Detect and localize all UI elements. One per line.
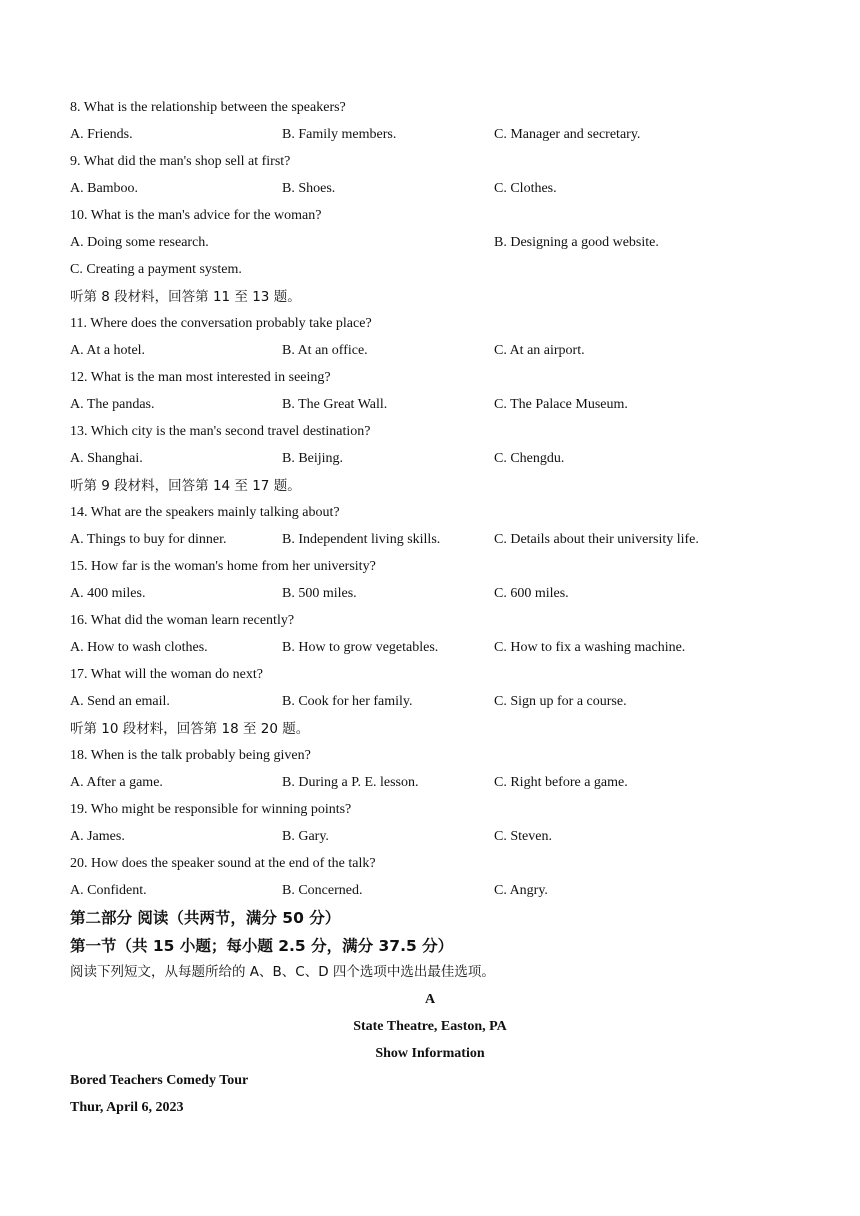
option-19a: A. James. xyxy=(70,829,125,844)
option-10a: A. Doing some research. xyxy=(70,235,209,250)
option-14b: B. Independent living skills. xyxy=(282,532,441,547)
question-11: 11. Where does the conversation probably take place? xyxy=(70,316,372,331)
option-8c: C. Manager and secretary. xyxy=(494,127,641,142)
option-20a: A. Confident. xyxy=(70,883,147,898)
listening-instruction-8: 听第 8 段材料，回答第 11 至 13 题。 xyxy=(70,289,301,305)
passage-letter: A xyxy=(424,992,436,1007)
question-15: 15. How far is the woman's home from her university? xyxy=(70,559,376,574)
question-12: 12. What is the man most interested in seeing? xyxy=(70,370,331,385)
reading-instruction: 阅读下列短文，从每题所给的 A、B、C、D 四个选项中选出最佳选项。 xyxy=(70,964,495,980)
option-16a: A. How to wash clothes. xyxy=(70,640,208,655)
option-11c: C. At an airport. xyxy=(494,343,585,358)
show-name: Bored Teachers Comedy Tour xyxy=(70,1073,249,1088)
show-info-heading: Show Information xyxy=(375,1046,485,1061)
option-10b: B. Designing a good website. xyxy=(494,235,659,250)
option-12c: C. The Palace Museum. xyxy=(494,397,628,412)
option-20b: B. Concerned. xyxy=(282,883,363,898)
listening-instruction-9: 听第 9 段材料，回答第 14 至 17 题。 xyxy=(70,478,301,494)
section-one-title: 第一节（共 15 小题；每小题 2.5 分，满分 37.5 分） xyxy=(70,937,454,955)
option-17c: C. Sign up for a course. xyxy=(494,694,627,709)
option-17a: A. Send an email. xyxy=(70,694,170,709)
option-13c: C. Chengdu. xyxy=(494,451,565,466)
option-15b: B. 500 miles. xyxy=(282,586,357,601)
option-14a: A. Things to buy for dinner. xyxy=(70,532,227,547)
show-date: Thur, April 6, 2023 xyxy=(70,1100,184,1115)
question-19: 19. Who might be responsible for winning points? xyxy=(70,802,352,817)
venue-title: State Theatre, Easton, PA xyxy=(353,1019,507,1034)
question-18: 18. When is the talk probably being given? xyxy=(70,748,311,763)
question-14: 14. What are the speakers mainly talking about? xyxy=(70,505,340,520)
option-18b: B. During a P. E. lesson. xyxy=(282,775,419,790)
option-20c: C. Angry. xyxy=(494,883,548,898)
option-16b: B. How to grow vegetables. xyxy=(282,640,439,655)
option-11a: A. At a hotel. xyxy=(70,343,146,358)
option-19c: C. Steven. xyxy=(494,829,552,844)
option-13a: A. Shanghai. xyxy=(70,451,143,466)
option-18a: A. After a game. xyxy=(70,775,163,790)
option-15a: A. 400 miles. xyxy=(70,586,146,601)
question-10: 10. What is the man's advice for the woman? xyxy=(70,208,322,223)
option-11b: B. At an office. xyxy=(282,343,368,358)
question-17: 17. What will the woman do next? xyxy=(70,667,263,682)
option-10c: C. Creating a payment system. xyxy=(70,262,242,277)
option-8a: A. Friends. xyxy=(70,127,133,142)
option-9a: A. Bamboo. xyxy=(70,181,139,196)
question-8: 8. What is the relationship between the speakers? xyxy=(70,100,346,115)
option-9b: B. Shoes. xyxy=(282,181,336,196)
option-19b: B. Gary. xyxy=(282,829,329,844)
question-20: 20. How does the speaker sound at the end of the talk? xyxy=(70,856,376,871)
option-14c: C. Details about their university life. xyxy=(494,532,699,547)
part-two-title: 第二部分 阅读（共两节，满分 50 分） xyxy=(70,909,341,927)
option-12a: A. The pandas. xyxy=(70,397,155,412)
option-8b: B. Family members. xyxy=(282,127,397,142)
option-12b: B. The Great Wall. xyxy=(282,397,388,412)
option-9c: C. Clothes. xyxy=(494,181,557,196)
option-13b: B. Beijing. xyxy=(282,451,344,466)
option-18c: C. Right before a game. xyxy=(494,775,628,790)
question-9: 9. What did the man's shop sell at first? xyxy=(70,154,291,169)
listening-instruction-10: 听第 10 段材料，回答第 18 至 20 题。 xyxy=(70,721,310,737)
option-15c: C. 600 miles. xyxy=(494,586,569,601)
option-17b: B. Cook for her family. xyxy=(282,694,413,709)
question-13: 13. Which city is the man's second travel destination? xyxy=(70,424,371,439)
option-16c: C. How to fix a washing machine. xyxy=(494,640,686,655)
question-16: 16. What did the woman learn recently? xyxy=(70,613,295,628)
